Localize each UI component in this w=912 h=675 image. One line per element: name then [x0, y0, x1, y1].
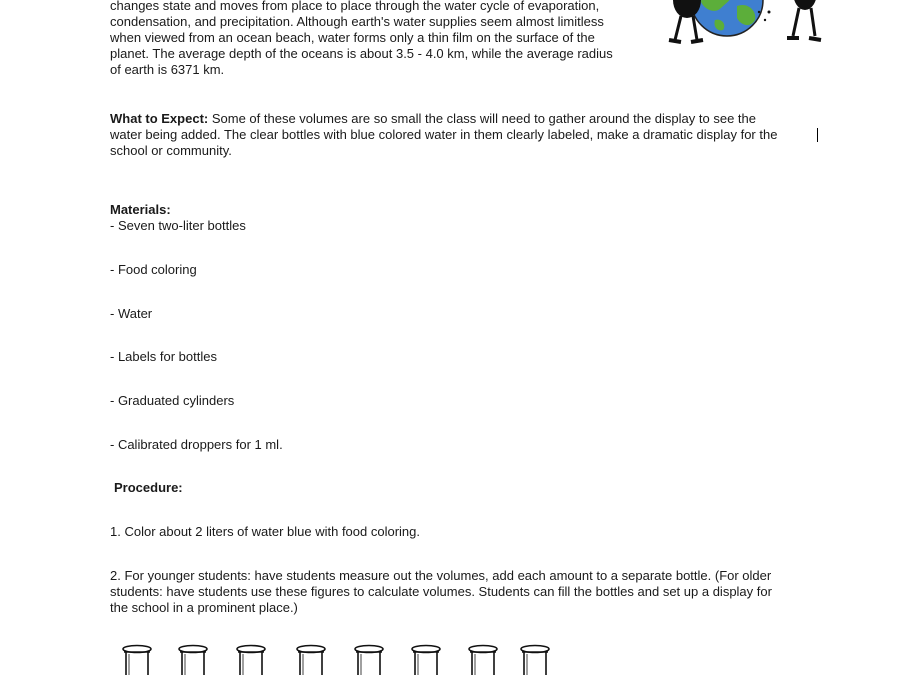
bottle-icon [518, 644, 552, 675]
expect-line-3: school or community. [110, 143, 232, 158]
procedure-step-1: 1. Color about 2 liters of water blue with food coloring. [110, 524, 421, 539]
materials-item: - Graduated cylinders [110, 393, 235, 408]
expect-line-2: water being added. The clear bottles with blue colored water in them clearly labeled, make a dramatic display for the [110, 127, 778, 142]
bottle-icon [352, 644, 386, 675]
intro-line-2: condensation, and precipitation. Although earth's water supplies seem almost limitless [110, 14, 604, 29]
materials-item: - Food coloring [110, 262, 197, 277]
procedure-step-2-line-2: students: have students use these figures to calculate volumes. Students can fill the bottles and set up a display for [110, 584, 772, 599]
bottle-icon [466, 644, 500, 675]
materials-item: - Seven two-liter bottles [110, 218, 246, 233]
bottle-icon [234, 644, 268, 675]
earth-with-stick-figures-icon [655, 0, 835, 54]
expect-line-1 [110, 111, 756, 127]
bottle-icon [409, 644, 443, 675]
materials-item: - Water [110, 306, 153, 321]
materials-heading: Materials: [110, 202, 171, 217]
expect-text: Some of these volumes are so small the class will need to gather around the display to see the [208, 111, 756, 126]
procedure-step-2-line-3: the school in a prominent place.) [110, 600, 298, 615]
intro-line-4: planet. The average depth of the oceans is about 3.5 - 4.0 km, while the average radius [110, 46, 613, 61]
intro-line-5: of earth is 6371 km. [110, 62, 225, 77]
bottle-icon [294, 644, 328, 675]
bottle-row [120, 644, 560, 675]
bottle-icon [120, 644, 154, 675]
bottle-icon [176, 644, 210, 675]
procedure-heading: Procedure: [114, 480, 183, 495]
text-cursor [817, 128, 818, 142]
materials-item: - Labels for bottles [110, 349, 217, 364]
procedure-step-2-line-1: 2. For younger students: have students measure out the volumes, add each amount to a separate bottle. (For older [110, 568, 772, 583]
materials-item: - Calibrated droppers for 1 ml. [110, 437, 283, 452]
intro-line-1: changes state and moves from place to place through the water cycle of evaporation, [110, 0, 600, 13]
expect-label: What to Expect: [110, 111, 209, 126]
intro-line-3: when viewed from an ocean beach, water forms only a thin film on the surface of the [110, 30, 595, 45]
